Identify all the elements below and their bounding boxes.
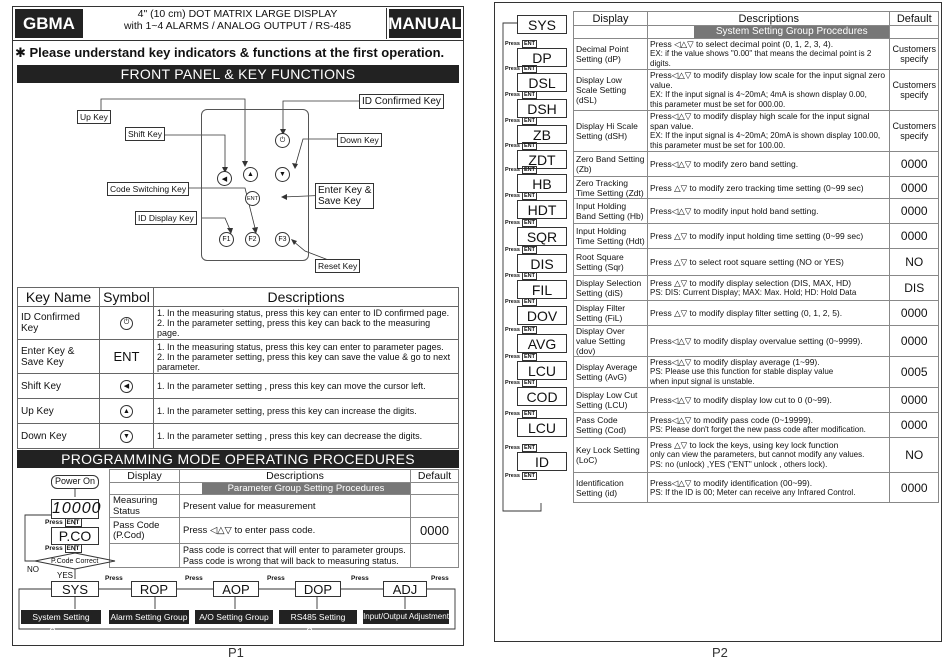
group-aop: AOP [213,581,259,597]
desc-line: 2. In the parameter setting, press this key can save the value & go to next parameter. [157,351,451,372]
press-ent-label: Press ENT [505,167,535,173]
setting-name: Display Selection Setting (diS) [574,276,648,301]
key-desc [154,307,459,340]
table-row [574,70,939,111]
press-ent-label: Press ENT [505,118,535,124]
manual-page-1 [12,6,464,646]
setting-name: Pass Code Setting (Cod) [574,413,648,438]
press-ent-label: Press ENT [505,380,535,386]
down-key[interactable] [275,167,290,182]
label-enter-line1: Enter Key & [318,185,372,196]
label-reset-key: Reset Key [315,259,360,273]
press-ent-label: Press ENT [505,92,535,98]
press-ent-label: Press ENT [505,220,535,226]
desc-line: PS: Please use this function for stable display value [650,367,834,376]
press-ent-label: Press ENT [505,273,535,279]
group-label-rs485: RS485 Setting Group [279,610,357,624]
setting-default: Customers specify [890,70,939,111]
pass-code-label2: (P.Cod) [113,529,145,541]
page-number-2: P2 [712,645,728,660]
flow-lines [17,473,459,633]
setting-default: 0000 [890,413,939,438]
table-row [18,307,459,340]
setting-desc [648,199,890,224]
label-down-key: Down Key [337,133,382,147]
desc-line: 1. In the measuring status, press this key can enter to ID confirmed page. [157,308,450,318]
table-row [18,424,459,449]
menu-lcu: LCU [517,418,567,437]
key-name: Enter Key & Save Key [18,340,100,374]
setting-name: Display Average Setting (AvG) [574,357,648,388]
key-symbol [100,424,154,449]
front-panel-title: FRONT PANEL & KEY FUNCTIONS [17,65,459,83]
setting-desc [648,438,890,473]
setting-name: Zero Band Setting (Zb) [574,152,648,177]
key-desc: 1. In the parameter setting, press this key can increase the digits. [154,399,459,424]
col-descriptions: Descriptions [648,12,890,26]
setting-desc [648,473,890,503]
desc-line: Press △▽ to modify display selection (DIS, MAX, HD) [650,278,852,288]
brand-logo: GBMA [15,9,83,38]
table-row [18,340,459,374]
setting-default: Customers specify [890,111,939,152]
up-key[interactable] [243,167,258,182]
desc-line: Press △▽ to lock the keys, using key lock function [650,440,839,450]
param-group-title: Parameter Group Setting Procedures [202,483,410,494]
group-adj: ADJ [383,581,427,597]
setting-desc [648,249,890,276]
key-symbol [100,307,154,340]
menu-fil: FIL [517,280,567,299]
measuring-desc: Present value for measurement [180,495,411,518]
setting-name: Input Holding Time Setting (Hdt) [574,224,648,249]
group-dop: DOP [295,581,341,597]
desc-line: Press◁△▽ to modify identification (00~99). [650,477,813,488]
key-desc [154,340,459,374]
col-descriptions: Descriptions [154,288,459,307]
pass-code-label: Pass Code [113,519,160,531]
col-default: Default [411,470,459,483]
enter-key[interactable]: ENT [245,191,260,206]
down-arrow-icon: ▼ [279,171,286,178]
desc-line: only can view the parameters, but cannot modify any values. [650,450,865,459]
menu-cod: COD [517,387,567,406]
menu-hdt: HDT [517,200,567,219]
press-ent-label: Press ENT [505,40,535,47]
table-row [574,388,939,413]
group-title-cell [648,26,890,39]
setting-default: 0000 [890,473,939,503]
power-icon: ⏻ [279,136,286,144]
id-confirmed-key[interactable] [275,133,290,148]
label-up-key: Up Key [77,110,111,124]
setting-default: 0000 [890,301,939,326]
yes-label: YES [57,571,74,580]
setting-default: DIS [890,276,939,301]
up-arrow-icon: ▲ [247,171,254,178]
desc-line: this parameter must be set for 100.00. [650,141,786,150]
group-sys: SYS [51,581,99,597]
table-row [574,111,939,152]
setting-desc [648,39,890,70]
col-descriptions: Descriptions [180,470,411,483]
measuring-status: Measuring Status [110,495,180,518]
display-value: 10000 [52,500,102,517]
table-row [574,177,939,199]
table-row [18,374,459,399]
setting-default: 0000 [890,199,939,224]
label-shift-key: Shift Key [125,127,165,141]
setting-name: Display Low Cut Setting (LCU) [574,388,648,413]
menu-dov: DOV [517,306,567,325]
setting-desc [648,357,890,388]
setting-default: 0000 [890,326,939,357]
setting-name: Key Lock Setting (LoC) [574,438,648,473]
setting-default: 0000 [890,388,939,413]
menu-dp: DP [517,48,567,67]
setting-default: 0000 [890,224,939,249]
desc-line: this parameter must be set for 000.00. [650,100,786,109]
desc-line: EX: if the value shows "0.00" that means the decimal point is 2 digits. [650,49,872,68]
key-function-table [17,287,459,449]
pass-code-default: 0000 [411,518,459,544]
f3-key[interactable]: F3 [275,232,290,247]
subtitle-line-2: with 1~4 ALARMS / ANALOG OUTPUT / RS-485 [123,20,352,32]
menu-zdt: ZDT [517,150,567,169]
programming-title: PROGRAMMING MODE OPERATING PROCEDURES [17,450,459,468]
press-ent-label: Press ENT [505,247,535,253]
key-desc: 1. In the parameter setting , press this key can move the cursor left. [154,374,459,399]
press-shift-label: Press [267,575,285,582]
system-setting-table [573,11,939,503]
desc-line: EX: If the input signal is 4~20mA; 4mA is shown display 0.00, [650,90,867,99]
setting-desc [648,152,890,177]
press-label: Press ENT [45,519,80,526]
left-arrow-icon: ◀ [221,175,228,183]
desc-line: Press◁△▽ to modify display overvalue setting (0~9999). [650,336,863,346]
col-display: Display [110,470,180,483]
setting-desc [648,326,890,357]
setting-desc [648,70,890,111]
table-row [574,438,939,473]
setting-name: Identification Setting (id) [574,473,648,503]
desc-line: Press ◁△▽ to select decimal point (0, 1, 2, 3, 4). [650,39,834,49]
press-shift-label: Press [351,575,369,582]
key-name: Down Key [18,424,100,449]
desc-line: Press △▽ to modify zero tracking time setting (0~99 sec) [650,182,864,193]
desc-line: Press◁△▽ to modify display average (1~99). [650,357,820,367]
press-shift-label: Press [105,575,123,582]
page-number-1: P1 [228,645,244,660]
key-name: Up Key [18,399,100,424]
pass-code-desc: Press ◁△▽ to enter pass code. [180,518,411,544]
menu-sys: SYS [517,15,567,34]
key-symbol: ENT [100,340,154,374]
label-enter-line2: Save Key [318,196,361,207]
table-row [574,413,939,438]
desc-line: Press △▽ to modify display filter setting (0, 1, 2, 5). [650,308,843,318]
notice-text: ✱ Please understand key indicators & functions at the first operation. [15,45,445,60]
press-ent-label: Press ENT [505,444,535,451]
desc-line: Press◁△▽ to modify zero band setting. [650,159,799,169]
press-ent-label: Press ENT [505,326,535,333]
table-row [574,199,939,224]
desc-line: Press◁△▽ to modify display low scale for the input signal zero value. [650,70,886,90]
press-ent-label: Press ENT [505,299,535,305]
key-name: Shift Key [18,374,100,399]
menu-hb: HB [517,174,567,193]
f1-key[interactable]: F1 [219,232,234,247]
setting-name: Display Low Scale Setting (dSL) [574,70,648,111]
label-id-confirmed-key: ID Confirmed Key [359,94,444,109]
group-label-ao: A/O Setting Group [195,610,273,624]
up-arrow-icon: ▲ [120,405,133,418]
setting-desc [648,224,890,249]
col-symbol: Symbol [100,288,154,307]
setting-name: Zero Tracking Time Setting (Zdt) [574,177,648,199]
press-ent-label: Press ENT [505,193,535,199]
setting-default: Customers specify [890,39,939,70]
desc-line: EX: If the input signal is 4~20mA; 20mA is shown display 100.00, [650,131,881,140]
key-name: ID Confirmed Key [18,307,100,340]
desc-line: 1. In the measuring status, press this key can enter to parameter pages. [157,341,444,352]
press-shift-label: Press [431,575,449,582]
desc-line: Press◁△▽ to modify display low cut to 0 (0~99). [650,395,832,405]
key-symbol [100,374,154,399]
power-icon: ⏻ [120,317,133,330]
setting-default: 0005 [890,357,939,388]
setting-desc [648,301,890,326]
key-desc: 1. In the parameter setting , press this key can decrease the digits. [154,424,459,449]
menu-lcu: LCU [517,361,567,380]
setting-default: 0000 [890,152,939,177]
power-on-box: Power On [51,475,99,489]
desc-line: when input signal is unstable. [650,377,755,386]
setting-desc [648,276,890,301]
col-default: Default [890,12,939,26]
group-label-alarm: Alarm Setting Group [110,612,188,622]
col-display: Display [574,12,648,26]
menu-dsh: DSH [517,99,567,118]
correct-desc-line: Pass code is wrong that will back to measuring status. [183,555,399,566]
menu-dis: DIS [517,254,567,273]
desc-line: Press◁△▽ to modify input hold band setting. [650,206,819,216]
group-title: System Setting Group Procedures [694,26,889,38]
press-ent-label: Press ENT [505,411,535,417]
left-arrow-icon: ◀ [120,380,133,393]
table-row [18,399,459,424]
group-label-io-adjust: Input/Output Adjustment [363,610,449,624]
pco-box: P.CO [51,527,99,545]
setting-default: NO [890,249,939,276]
label-enter-key [315,183,374,209]
desc-line: Press △▽ to select root square setting (NO or YES) [650,257,844,267]
down-arrow-icon: ▼ [120,430,133,443]
table-row [574,357,939,388]
manual-badge: MANUAL [389,9,461,38]
setting-default: NO [890,438,939,473]
f2-key[interactable]: F2 [245,232,260,247]
menu-id: ID [517,452,567,471]
setting-name: Display Over value Setting (dov) [574,326,648,357]
setting-desc [648,177,890,199]
setting-name: Display Hi Scale Setting (dSH) [574,111,648,152]
shift-key[interactable] [217,171,232,186]
menu-sqr: SQR [517,227,567,246]
no-label: NO [27,565,39,574]
group-label-system: System Setting Group [21,610,101,624]
table-row [574,152,939,177]
setting-desc [648,413,890,438]
setting-name: Decimal Point Setting (dP) [574,39,648,70]
table-row [574,224,939,249]
desc-line: Press △▽ to modify input holding time setting (0~99 sec) [650,231,864,241]
key-symbol [100,399,154,424]
pcode-correct-label: P.Code Correct [51,558,99,565]
setting-name: Display Filter Setting (FiL) [574,301,648,326]
programming-section [17,470,459,636]
desc-line: 2. In the parameter setting, press this key can back to the measuring page. [157,318,431,338]
setting-default: 0000 [890,177,939,199]
menu-dsl: DSL [517,73,567,92]
subtitle-line-1: 4" (10 cm) DOT MATRIX LARGE DISPLAY [137,8,338,20]
desc-line: PS: DIS: Current Display; MAX: Max. Hold; HD: Hold Data [650,288,857,297]
col-key-name: Key Name [18,288,100,307]
desc-line: PS: no (unlock) ,YES ("ENT" unlock , others lock). [650,460,828,469]
press-ent-label: Press ENT [505,354,535,360]
press-ent-label: Press ENT [505,66,535,72]
press-ent-label: Press ENT [505,142,535,149]
table-row [574,39,939,70]
setting-name: Root Square Setting (Sqr) [574,249,648,276]
desc-line: Press◁△▽ to modify pass code (0~19999). [650,415,814,425]
press-ent-label: Press ENT [505,472,535,479]
label-id-display-key: ID Display Key [135,211,197,225]
desc-line: PS: If the ID is 00; Meter can receive any Infrared Control. [650,487,856,497]
menu-zb: ZB [517,125,567,144]
label-code-switching-key: Code Switching Key [107,182,189,196]
setting-desc [648,111,890,152]
table-row [574,326,939,357]
table-row [574,473,939,503]
setting-desc [648,388,890,413]
table-row [574,249,939,276]
table-row [574,301,939,326]
setting-name: Input Holding Band Setting (Hb) [574,199,648,224]
menu-avg: AVG [517,334,567,353]
manual-page-2 [494,2,942,642]
table-row [574,276,939,301]
press-label: Press ENT [45,545,80,552]
desc-line: Press◁△▽ to modify display high scale for the input signal span value. [650,111,870,131]
desc-line: PS: Please don't forget the new pass code after modification. [650,425,866,434]
group-rop: ROP [131,581,177,597]
correct-desc-line: Pass code is correct that will enter to parameter groups. [183,544,406,555]
press-shift-label: Press [185,575,203,582]
